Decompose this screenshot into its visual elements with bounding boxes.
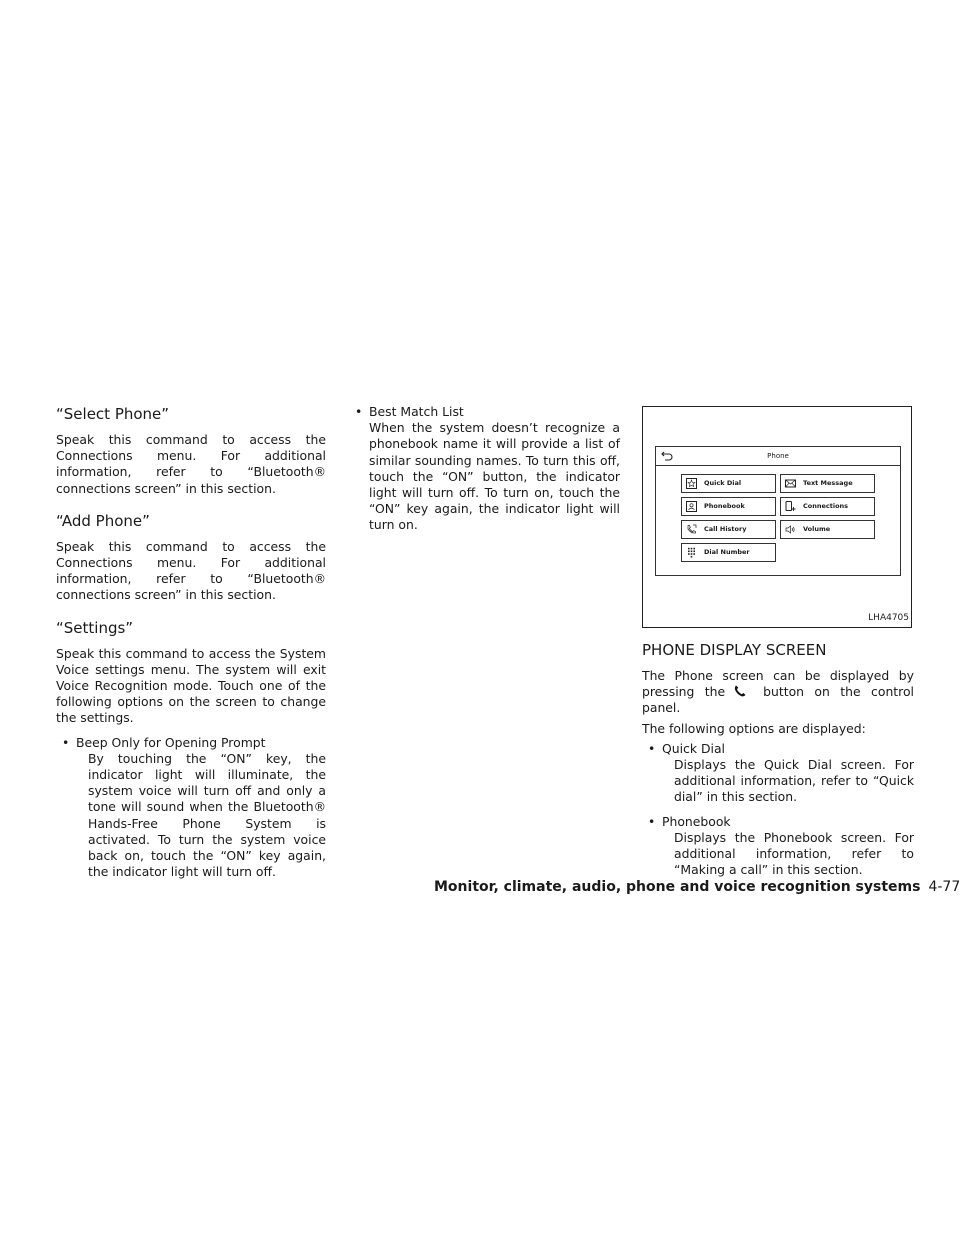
footer-section-title: Monitor, climate, audio, phone and voice recognition systems — [434, 879, 921, 895]
tile-label: Quick Dial — [704, 479, 742, 487]
middle-column — [355, 404, 620, 542]
phone-screen-figure — [642, 406, 912, 628]
heading-settings: “Settings” — [56, 618, 134, 637]
bullet-desc: Displays the Phonebook screen. For additional information, refer to “Making a call” in this section. — [674, 829, 914, 878]
page-footer — [434, 878, 960, 896]
device-connect-icon — [785, 501, 796, 512]
list-item — [642, 741, 914, 806]
bullet-desc: Displays the Quick Dial screen. For additional information, refer to “Quick dial” in this section. — [674, 757, 914, 805]
tile-label: Dial Number — [704, 548, 750, 556]
keypad-icon — [686, 547, 697, 558]
star-icon — [686, 478, 697, 489]
bullet-title: Phonebook — [662, 813, 731, 829]
heading-add-phone: “Add Phone” — [56, 511, 150, 530]
speaker-icon — [785, 524, 796, 535]
list-item — [642, 814, 914, 879]
bullet-title: Best Match List — [369, 404, 464, 419]
bullet-dot: • — [648, 740, 656, 756]
screen-title: Phone — [767, 452, 789, 460]
bullet-title: Beep Only for Opening Prompt — [76, 734, 266, 750]
heading-phone-display-screen: PHONE DISPLAY SCREEN — [642, 641, 827, 659]
add-phone-text: Speak this command to access the Connections menu. For additional information, refer to “Bluetooth® connections screen” in this section. — [56, 538, 326, 603]
phone-screen — [655, 446, 901, 576]
back-arrow-icon[interactable] — [661, 450, 673, 462]
phonebook-icon — [686, 501, 697, 512]
bullet-dot: • — [648, 813, 656, 829]
tile-dial-number[interactable] — [681, 543, 776, 562]
tile-connections[interactable] — [780, 497, 875, 516]
left-column — [56, 404, 326, 888]
envelope-icon — [785, 478, 796, 489]
settings-text: Speak this command to access the System Voice settings menu. The system will exit Voice Recognition mode. Touch one of the following options on the screen to change the settings. — [56, 645, 326, 726]
select-phone-text: Speak this command to access the Connections menu. For additional information, refer to “Bluetooth® connections screen” in this section. — [56, 432, 326, 496]
list-item — [355, 404, 620, 534]
tile-text-message[interactable] — [780, 474, 875, 493]
right-column — [642, 406, 914, 886]
bullet-dot: • — [62, 734, 70, 750]
heading-select-phone: “Select Phone” — [56, 405, 170, 423]
phone-screen-intro — [642, 668, 914, 717]
bullet-dot: • — [355, 404, 363, 419]
call-history-icon — [686, 524, 697, 535]
options-intro: The following options are displayed: — [642, 720, 866, 736]
bullet-desc: By touching the “ON” key, the indicator light will illuminate, the system voice will turn off and only a tone will sound when the Bluetooth® Hands-Free Phone System is activated. To turn the system voice back on, touch the “ON” key again, the indicator light will turn off. — [88, 750, 326, 880]
bullet-title: Quick Dial — [662, 740, 725, 756]
figure-label: LHA4705 — [868, 612, 909, 623]
bullet-desc: When the system doesn’t recognize a phonebook name it will provide a list of similar sounding names. To turn this off, touch the “ON” button, the indicator light will turn off. To turn on, touch the “ON” key again, the indicator light will turn on. — [369, 420, 620, 533]
page-number: 4-77 — [928, 879, 960, 895]
list-item — [56, 735, 326, 881]
tile-phonebook[interactable] — [681, 497, 776, 516]
tile-label: Text Message — [803, 479, 853, 487]
intro-before: The Phone screen can be displayed by pressing the — [642, 668, 914, 700]
tile-volume[interactable] — [780, 520, 875, 539]
tile-label: Call History — [704, 525, 747, 533]
tile-label: Phonebook — [704, 502, 745, 510]
tile-label: Volume — [803, 525, 831, 533]
tile-call-history[interactable] — [681, 520, 776, 539]
phone-handset-icon — [733, 684, 747, 698]
tile-label: Connections — [803, 502, 849, 510]
screen-header — [656, 447, 900, 466]
intro-after: button on the control panel. — [642, 684, 914, 716]
tile-quick-dial[interactable] — [681, 474, 776, 493]
